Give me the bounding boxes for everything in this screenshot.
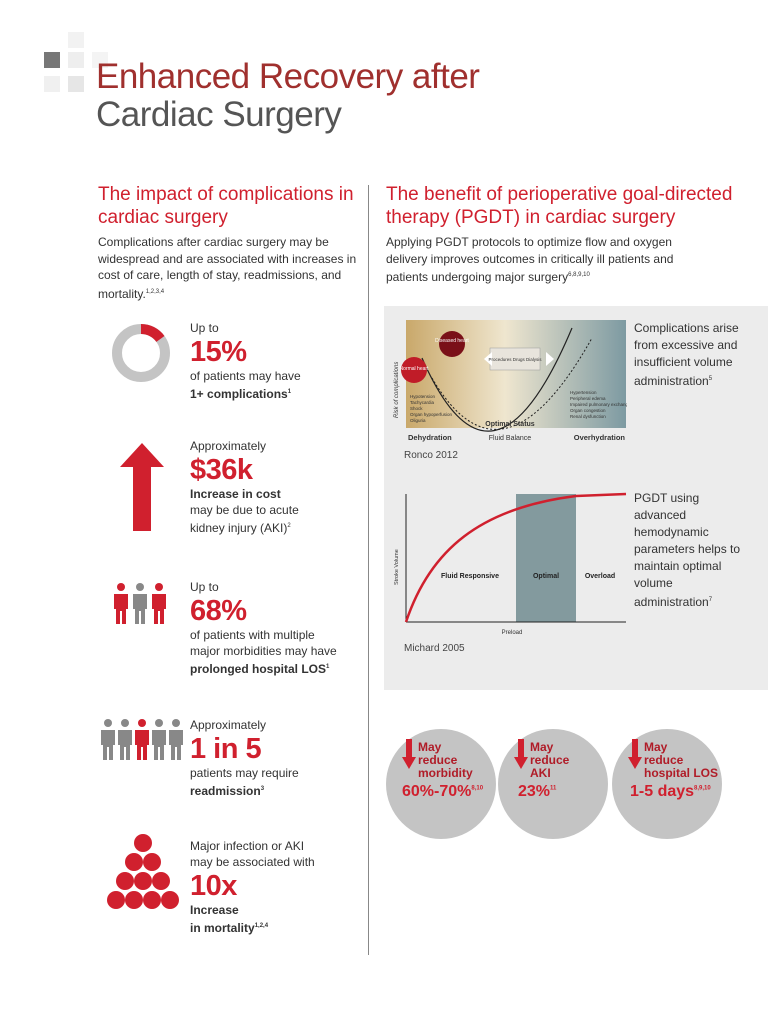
fluid-balance-figure xyxy=(392,318,627,446)
stat-ref: 3 xyxy=(260,786,265,792)
fig1-optimal-label: Optimal Status xyxy=(485,421,535,428)
fig1-list-item: Hypotension xyxy=(410,394,436,399)
fig1-note xyxy=(634,320,744,390)
stat-value: 15% xyxy=(190,336,247,368)
person-icon xyxy=(169,719,183,760)
pyramid-dot xyxy=(116,872,134,890)
badge-label xyxy=(644,741,718,780)
pyramid-dot xyxy=(143,853,161,871)
stat-line: major morbidities may have xyxy=(190,644,337,658)
fig1-procedures-label: Procedures Drugs Dialysis xyxy=(488,357,542,362)
svg-text:Dehydration xyxy=(408,433,452,442)
stat-ref: 1 xyxy=(287,389,292,395)
svg-text:Optimal Status xyxy=(485,421,535,428)
svg-text:Optimal xyxy=(533,573,559,580)
left-intro-refs: 1,2,3,4 xyxy=(145,288,165,295)
donut-graphic xyxy=(110,322,172,384)
column-divider xyxy=(368,185,369,955)
person-icon xyxy=(114,583,128,624)
fig1-overhydration-label: Overhydration xyxy=(573,433,625,442)
fig2-note-text: PGDT using advanced hemodynamic parameters helps to maintain optimal volume administration xyxy=(634,491,741,609)
badge-value-text: 1-5 days xyxy=(630,783,695,800)
badge-value xyxy=(630,783,711,801)
pyramid-dot xyxy=(125,891,143,909)
svg-text:Fluid Balance xyxy=(489,435,532,442)
fig1-list-item: Oliguria xyxy=(410,418,426,423)
fig1-list-item: Organ congestion xyxy=(570,408,606,413)
svg-text:Stroke Volume xyxy=(394,549,400,585)
stat-line-bold: Increase in cost xyxy=(190,487,281,501)
down-arrow-icon xyxy=(402,739,416,769)
badge-line: May xyxy=(644,740,668,754)
badge-line: hospital LOS xyxy=(644,766,719,780)
fig1-dehydration-label: Dehydration xyxy=(408,433,452,442)
stat-line-bold-text: readmission xyxy=(190,784,261,798)
fig2-note-ref: 7 xyxy=(708,597,713,603)
pyramid-dot xyxy=(107,891,125,909)
stat-line-bold-text: 1+ complications xyxy=(190,387,288,401)
badge-ref: 11 xyxy=(550,785,557,792)
badge-ref: 8,10 xyxy=(471,785,484,792)
stat-ref: 2 xyxy=(287,523,291,529)
badge-los xyxy=(612,729,722,839)
badge-ref: 8,9,10 xyxy=(694,785,711,792)
stat-line: of patients may have xyxy=(190,369,301,383)
stat-line-bold xyxy=(190,781,360,799)
fig1-fluid-balance-label: Fluid Balance xyxy=(488,435,532,442)
fig1-list-item: Renal dysfunction xyxy=(570,414,606,419)
fig1-list-item: Tachycardia xyxy=(410,400,435,405)
badge-line: May xyxy=(418,740,442,754)
badge-aki xyxy=(498,729,608,839)
svg-text:Normal heart xyxy=(400,366,430,372)
fig1-note-ref: 5 xyxy=(708,376,713,382)
stat-pre: Major infection or AKI xyxy=(190,839,305,853)
stat-line-bold xyxy=(190,659,365,677)
fig2-note xyxy=(634,490,754,611)
right-intro-text: Applying PGDT protocols to optimize flow and oxygen delivery improves outcomes in critically ill patients and patients undergoing major surgery xyxy=(386,235,674,284)
person-icon xyxy=(118,719,132,760)
right-intro xyxy=(386,234,691,286)
stat-line: of patients with multiple xyxy=(190,628,315,642)
down-arrow-icon xyxy=(514,739,528,769)
fig1-diseased-label: Diseased heart xyxy=(435,338,469,344)
person-icon xyxy=(152,719,166,760)
title-line-1: Enhanced Recovery after xyxy=(96,57,480,96)
fig2-zone3-label: Overload xyxy=(584,573,616,580)
badge-value-text: 60%-70% xyxy=(402,783,472,800)
fig2-zone1-label: Fluid Responsive xyxy=(441,573,499,580)
dot-pyramid-icon xyxy=(103,833,183,922)
badge-morbidity xyxy=(386,729,496,839)
stroke-volume-graphic xyxy=(390,490,628,640)
stat-line-bold: Increase xyxy=(190,903,239,917)
fig2-zone2-label: Optimal xyxy=(532,573,560,580)
page-title xyxy=(96,58,479,134)
stat-line xyxy=(190,518,360,536)
stroke-volume-figure xyxy=(390,490,628,640)
badge-line: reduce xyxy=(418,753,458,767)
svg-text:Overhydration xyxy=(574,433,626,442)
stat-value: 68% xyxy=(190,595,247,627)
svg-text:Diseased heart xyxy=(435,338,469,344)
pyramid-dot xyxy=(152,872,170,890)
pyramid-dot xyxy=(161,891,179,909)
fig1-normal-label: Normal heart xyxy=(399,366,429,372)
stat-line-bold-text: prolonged hospital LOS xyxy=(190,662,326,676)
right-intro-refs: 6,8,9,10 xyxy=(568,272,590,278)
fig1-list-item: Organ hypoperfusion xyxy=(410,412,453,417)
svg-text:Overload xyxy=(585,573,615,580)
stat-readmission xyxy=(190,717,360,799)
pyramid-dot xyxy=(143,891,161,909)
person-icon xyxy=(152,583,166,624)
stat-value: $36k xyxy=(190,454,253,486)
fig1-list-item: Peripheral edema xyxy=(570,396,606,401)
badge-line: AKI xyxy=(530,766,551,780)
fig1-list-item: Impaired pulmonary exchanges xyxy=(570,402,627,407)
down-arrow-icon xyxy=(628,739,642,769)
stat-value: 1 in 5 xyxy=(190,733,262,765)
people-five-icon xyxy=(100,718,186,767)
badge-line: morbidity xyxy=(418,766,473,780)
donut-arc xyxy=(141,329,160,339)
badge-label xyxy=(530,741,569,780)
stat-pre: Up to xyxy=(190,580,219,594)
fig1-caption: Ronco 2012 xyxy=(404,450,458,461)
badge-line: reduce xyxy=(530,753,570,767)
fig1-yaxis-label: Risk of complications xyxy=(394,361,400,418)
stat-pre: Approximately xyxy=(190,718,267,732)
svg-text:Procedures Drugs Dialysis xyxy=(488,357,542,362)
pyramid-dot xyxy=(134,872,152,890)
stat-line-bold-text: in mortality xyxy=(190,921,255,935)
pyramid-dot xyxy=(134,834,152,852)
title-line-2: Cardiac Surgery xyxy=(96,95,342,134)
fig1-list-item: Shock xyxy=(410,406,423,411)
fig2-yaxis-label: Stroke Volume xyxy=(394,549,400,585)
badge-value xyxy=(402,783,483,801)
stat-line: patients may require xyxy=(190,766,299,780)
fig1-note-text: Complications arise from excessive and insufficient volume administration xyxy=(634,321,739,388)
up-arrow-icon xyxy=(120,443,164,536)
stat-complications xyxy=(190,320,360,402)
person-icon xyxy=(101,719,115,760)
badge-line: May xyxy=(530,740,554,754)
stat-pre: may be associated with xyxy=(190,855,315,869)
stat-los xyxy=(190,579,365,677)
right-heading: The benefit of perioperative goal-directed therapy (PGDT) in cardiac surgery xyxy=(386,184,733,228)
stat-pre: Up to xyxy=(190,321,219,335)
fig2-xaxis-label: Preload xyxy=(501,630,523,636)
badge-value xyxy=(518,783,556,801)
badge-line: reduce xyxy=(644,753,684,767)
stat-pre: Approximately xyxy=(190,439,267,453)
stat-value: 10x xyxy=(190,870,237,902)
people-three-icon xyxy=(112,582,172,631)
stat-cost xyxy=(190,438,360,536)
fluid-balance-graphic xyxy=(392,318,627,446)
stat-ref: 1 xyxy=(326,664,330,670)
person-icon xyxy=(135,719,149,760)
left-intro-text: Complications after cardiac surgery may be widespread and are associated with increases in cost of care, length of stay, readmissions, and mortality. xyxy=(98,235,357,301)
stat-line-bold xyxy=(190,384,360,402)
fig1-list-item: Hypertension xyxy=(570,390,597,395)
left-intro xyxy=(98,234,363,302)
stat-mortality xyxy=(190,838,360,936)
donut-chart xyxy=(110,322,172,389)
stat-ref: 1,2,4 xyxy=(254,923,269,929)
svg-text:Preload xyxy=(502,630,523,636)
pyramid-dot xyxy=(125,853,143,871)
left-heading: The impact of complications in cardiac surgery xyxy=(98,184,354,228)
stat-line-bold xyxy=(190,918,360,936)
fig2-caption: Michard 2005 xyxy=(404,643,465,654)
stat-line: may be due to acute xyxy=(190,503,299,517)
svg-text:Fluid Responsive xyxy=(441,573,499,580)
person-icon xyxy=(133,583,147,624)
badge-label xyxy=(418,741,473,780)
stat-line-text: kidney injury (AKI) xyxy=(190,521,288,535)
badge-value-text: 23% xyxy=(518,783,551,800)
